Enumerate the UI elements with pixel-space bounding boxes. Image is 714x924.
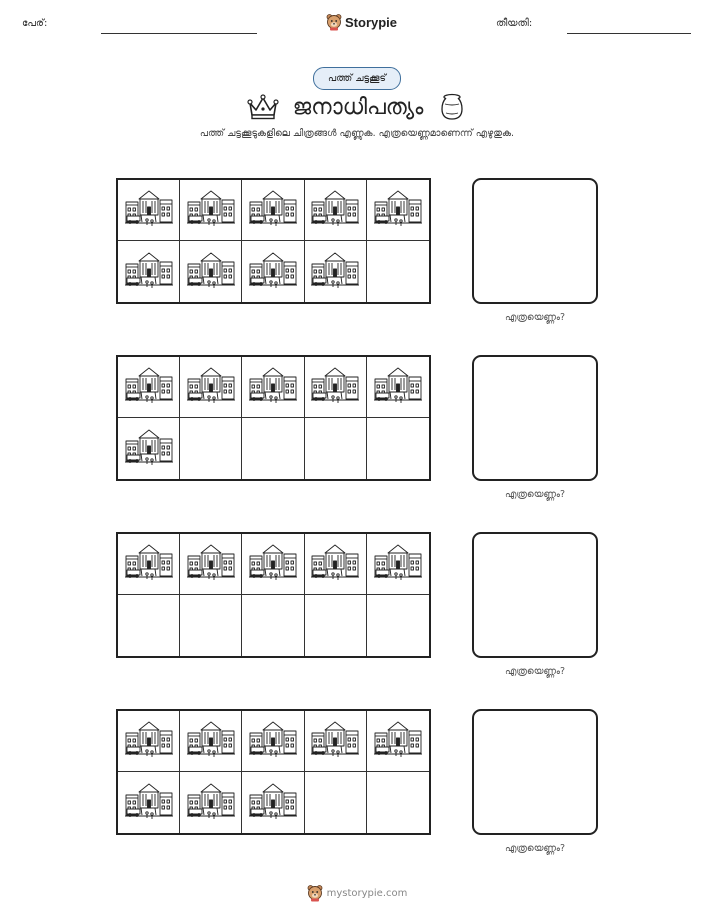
frame-cell bbox=[242, 241, 304, 302]
frame-cell bbox=[367, 772, 429, 833]
pot-icon bbox=[437, 92, 467, 122]
brand-logo bbox=[326, 13, 397, 31]
city-buildings-icon bbox=[374, 188, 422, 232]
frame-cell bbox=[118, 595, 180, 656]
frame-cell bbox=[242, 711, 304, 772]
frame-cell bbox=[180, 595, 242, 656]
ten-frame bbox=[116, 532, 431, 658]
city-buildings-icon bbox=[125, 250, 173, 294]
city-buildings-icon bbox=[125, 542, 173, 586]
city-buildings-icon bbox=[374, 365, 422, 409]
frame-cell bbox=[305, 711, 367, 772]
frame-cell bbox=[118, 711, 180, 772]
city-buildings-icon bbox=[311, 719, 359, 763]
frame-cell bbox=[305, 534, 367, 595]
brand-name: Storypie bbox=[345, 14, 398, 30]
city-buildings-icon bbox=[187, 719, 235, 763]
city-buildings-icon bbox=[249, 250, 297, 294]
page-title: ജനാധിപത്യം bbox=[292, 94, 424, 120]
frame-cell bbox=[242, 534, 304, 595]
answer-box[interactable] bbox=[472, 709, 598, 835]
frame-cell bbox=[367, 241, 429, 302]
title-row bbox=[0, 90, 714, 124]
instruction-text: പത്ത് ചട്ടക്കൂടുകളിലെ ചിത്രങ്ങൾ എണ്ണുക. എത്രയെണ്ണമാണെന്ന് എഴുതുക. bbox=[199, 128, 515, 139]
frame-cell bbox=[242, 357, 304, 418]
frame-cell bbox=[180, 418, 242, 479]
answer-label: എത്രയെണ്ണം? bbox=[504, 489, 566, 500]
frame-cell bbox=[180, 711, 242, 772]
answer-box[interactable] bbox=[472, 355, 598, 481]
topic-badge: പത്ത് ചട്ടക്കൂട് bbox=[313, 67, 401, 90]
frame-cell bbox=[367, 595, 429, 656]
city-buildings-icon bbox=[187, 365, 235, 409]
name-line[interactable] bbox=[101, 33, 257, 34]
city-buildings-icon bbox=[249, 542, 297, 586]
frame-cell bbox=[305, 180, 367, 241]
date-line[interactable] bbox=[567, 33, 691, 34]
answer-label: എത്രയെണ്ണം? bbox=[504, 312, 566, 323]
city-buildings-icon bbox=[125, 427, 173, 471]
frame-cell bbox=[305, 595, 367, 656]
city-buildings-icon bbox=[125, 365, 173, 409]
frame-cell bbox=[305, 241, 367, 302]
frame-cell bbox=[305, 357, 367, 418]
frame-cell bbox=[180, 357, 242, 418]
frame-cell bbox=[367, 534, 429, 595]
frame-cell bbox=[118, 180, 180, 241]
frame-cell bbox=[118, 357, 180, 418]
city-buildings-icon bbox=[187, 781, 235, 825]
city-buildings-icon bbox=[125, 781, 173, 825]
city-buildings-icon bbox=[311, 365, 359, 409]
city-buildings-icon bbox=[249, 781, 297, 825]
frame-cell bbox=[118, 241, 180, 302]
frame-cell bbox=[242, 772, 304, 833]
frame-cell bbox=[305, 772, 367, 833]
answer-label: എത്രയെണ്ണം? bbox=[504, 843, 566, 854]
frame-cell bbox=[305, 418, 367, 479]
city-buildings-icon bbox=[311, 250, 359, 294]
city-buildings-icon bbox=[249, 365, 297, 409]
answer-label: എത്രയെണ്ണം? bbox=[504, 666, 566, 677]
city-buildings-icon bbox=[311, 188, 359, 232]
city-buildings-icon bbox=[125, 719, 173, 763]
city-buildings-icon bbox=[125, 188, 173, 232]
city-buildings-icon bbox=[311, 542, 359, 586]
frame-cell bbox=[180, 534, 242, 595]
ten-frame bbox=[116, 709, 431, 835]
bear-mascot-icon bbox=[326, 13, 342, 31]
frame-cell bbox=[118, 534, 180, 595]
frame-cell bbox=[242, 180, 304, 241]
frame-cell bbox=[180, 241, 242, 302]
footer bbox=[0, 884, 714, 902]
city-buildings-icon bbox=[249, 188, 297, 232]
city-buildings-icon bbox=[374, 719, 422, 763]
frame-cell bbox=[180, 180, 242, 241]
city-buildings-icon bbox=[187, 188, 235, 232]
answer-box[interactable] bbox=[472, 532, 598, 658]
city-buildings-icon bbox=[187, 542, 235, 586]
date-label: തീയതി: bbox=[496, 18, 533, 29]
ten-frame bbox=[116, 178, 431, 304]
crown-icon bbox=[247, 94, 279, 120]
footer-url: mystorypie.com bbox=[326, 887, 408, 899]
frame-cell bbox=[367, 711, 429, 772]
frame-cell bbox=[367, 180, 429, 241]
frame-cell bbox=[242, 418, 304, 479]
frame-cell bbox=[118, 772, 180, 833]
frame-cell bbox=[118, 418, 180, 479]
city-buildings-icon bbox=[374, 542, 422, 586]
city-buildings-icon bbox=[249, 719, 297, 763]
bear-mascot-icon bbox=[307, 884, 323, 902]
answer-box[interactable] bbox=[472, 178, 598, 304]
ten-frame bbox=[116, 355, 431, 481]
name-label: പേര്: bbox=[22, 18, 48, 29]
frame-cell bbox=[180, 772, 242, 833]
frame-cell bbox=[367, 418, 429, 479]
city-buildings-icon bbox=[187, 250, 235, 294]
frame-cell bbox=[367, 357, 429, 418]
frame-cell bbox=[242, 595, 304, 656]
